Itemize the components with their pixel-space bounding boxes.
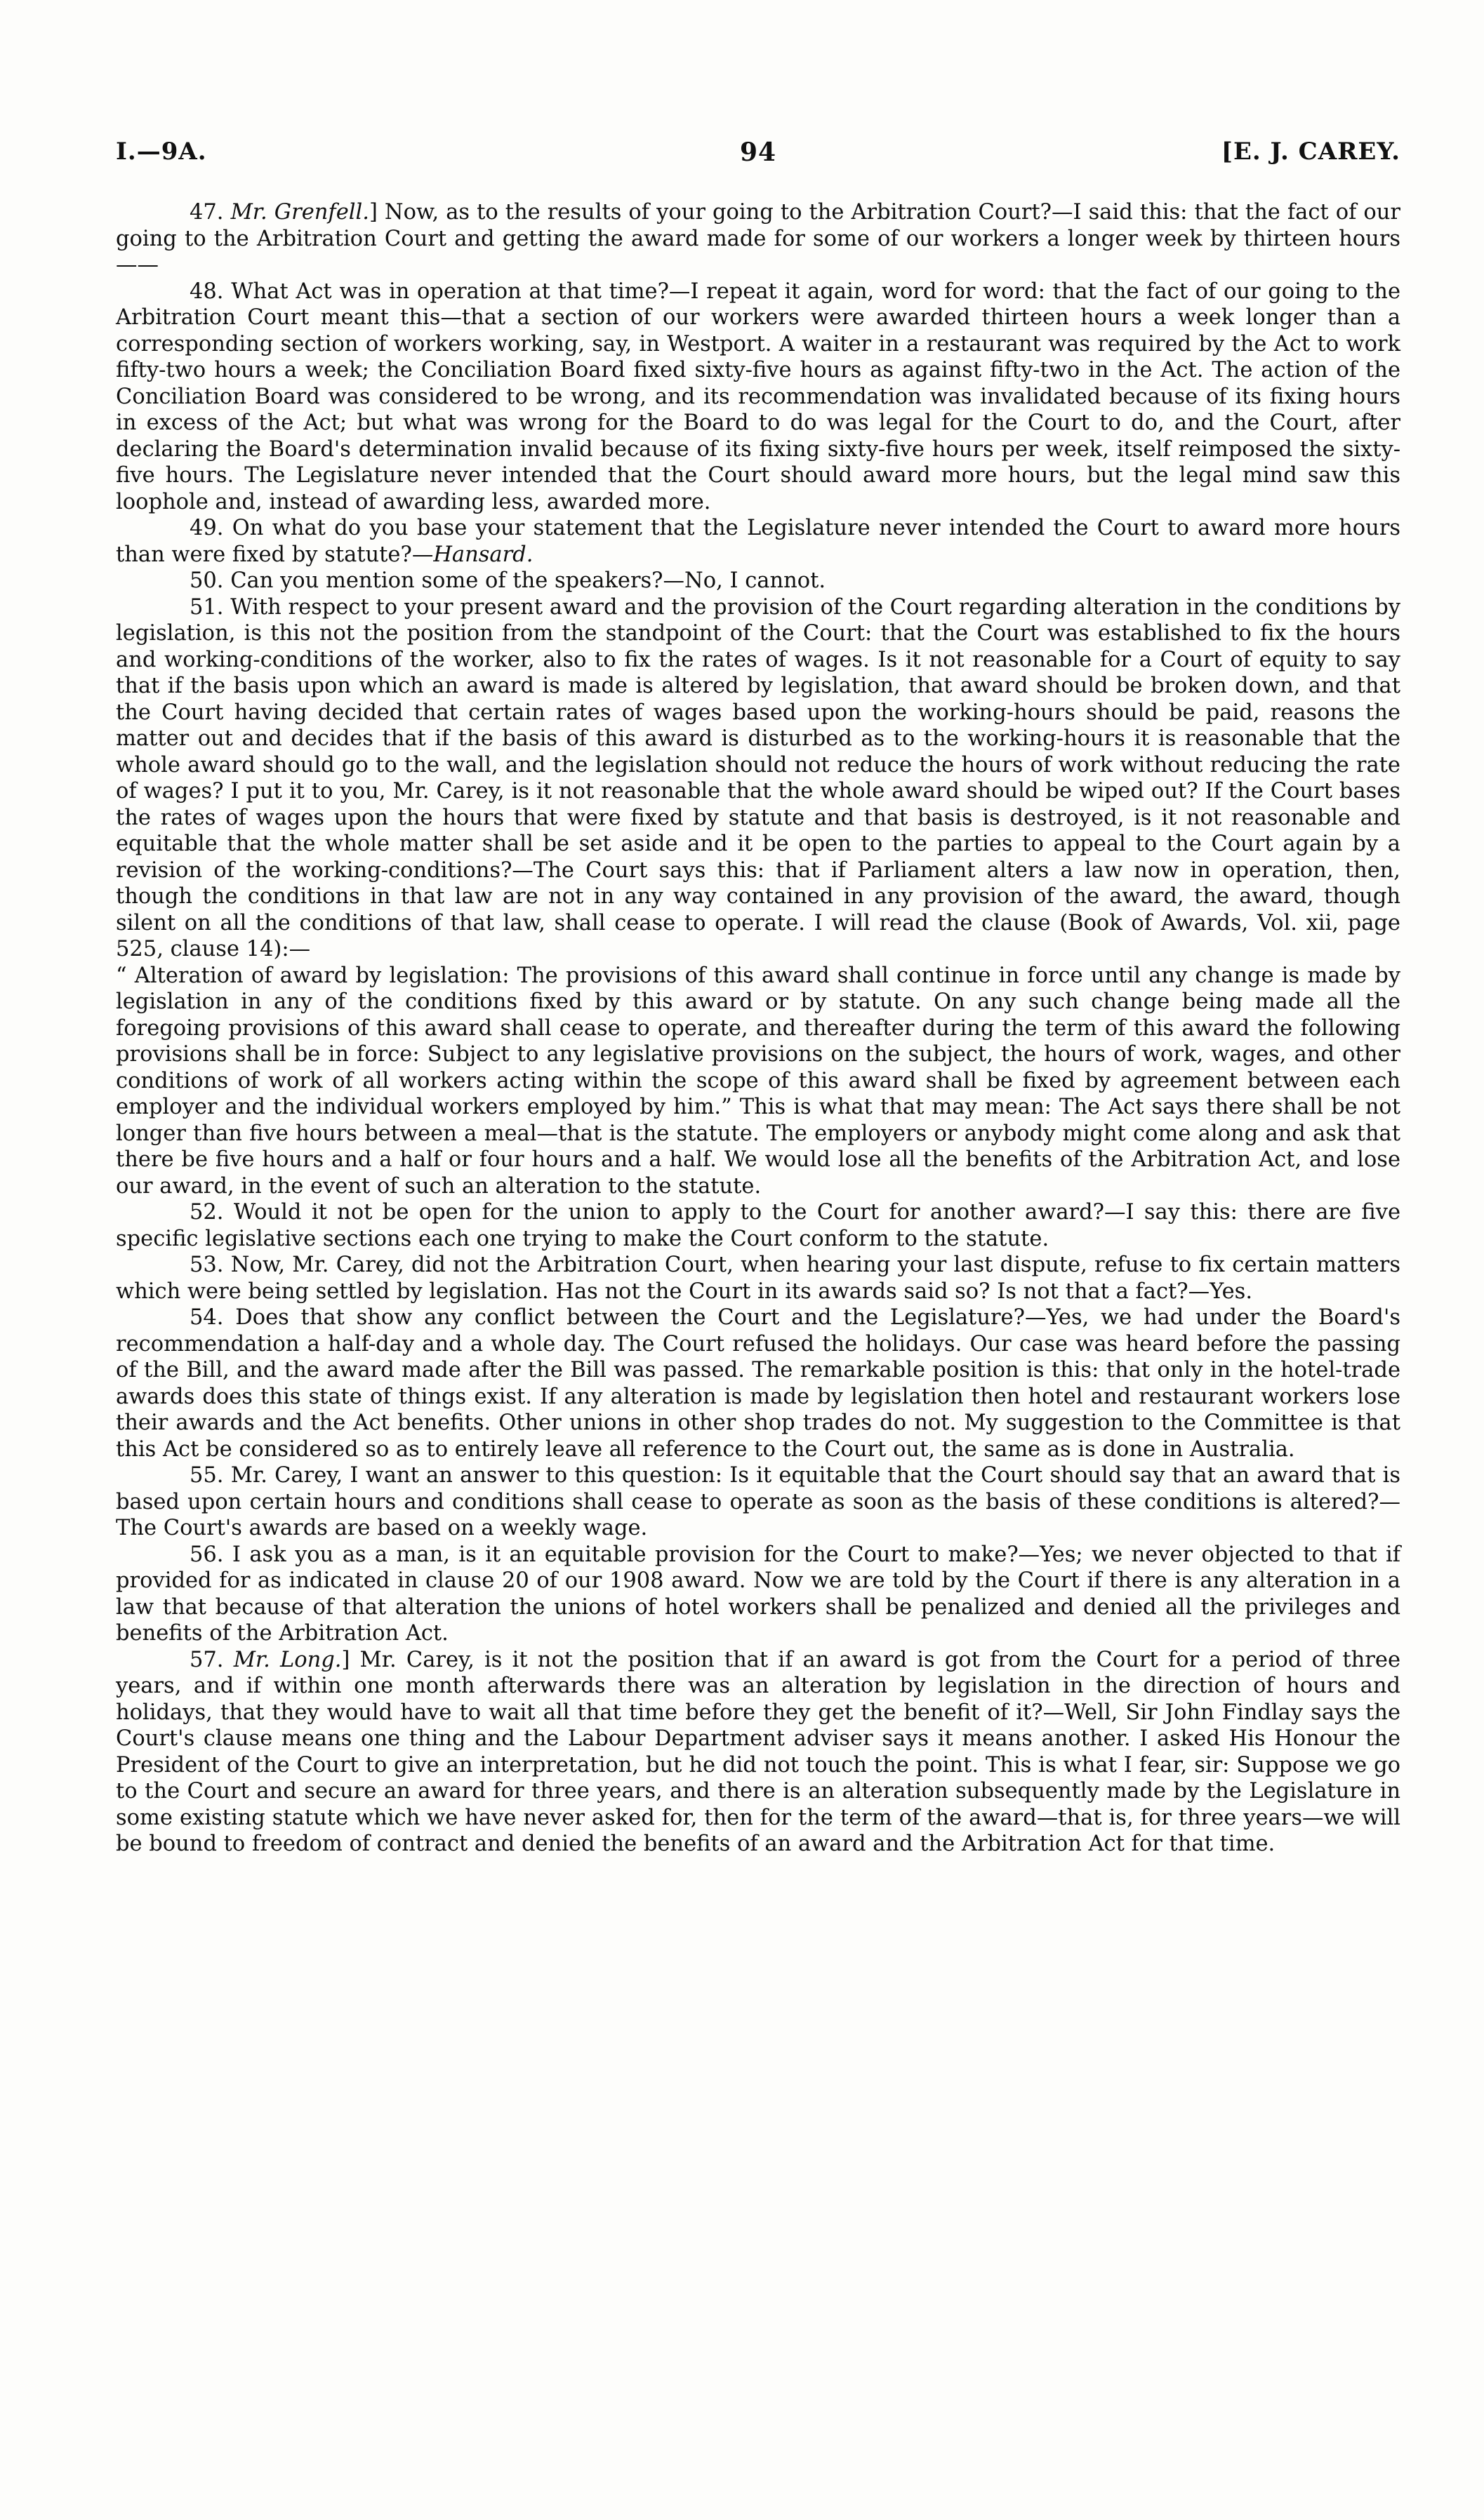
- italic-reference: Hansard.: [433, 542, 534, 567]
- paragraph-48: 48. What Act was in operation at that time?—I repeat it again, word for word: that the fact of our going to the Arbitration Court meant this—that a section of our workers were awarded thirteen hours a week longer than a corresponding section of workers working, say, in Westport. A waiter in a restaurant was required by the Act to work fifty-two hours a week; the Conciliation Board fixed sixty-five hours as against fifty-two in the Act. The action of the Conciliation Board was considered to be wrong, and its recommendation was invalidated because of its fixing hours in excess of the Act; but what was wrong for the Board to do was legal for the Court to do, and the Court, after declaring the Board's determination invalid because of its fixing sixty-five hours per week, itself reimposed the sixty-five hours. The Legislature never intended that the Court should award more hours, but the legal mind saw this loophole and, instead of awarding less, awarded more.: [116, 279, 1400, 514]
- paragraph-54: 54. Does that show any conflict between the Court and the Legislature?—Yes, we had under the Board's recommendation a half-day and a whole day. The Court refused the holidays. Our case was heard before the passing of the Bill, and the award made after the Bill was passed. The remarkable position is this: that only in the hotel-trade awards does this state of things exist. If any alteration is made by legislation then hotel and restaurant workers lose their awards and the Act benefits. Other unions in other shop trades do not. My suggestion to the Committee is that this Act be considered so as to entirely leave all reference to the Court out, the same as is done in Australia.: [116, 1305, 1400, 1462]
- speaker-name: Mr. Long.: [233, 1647, 342, 1672]
- speaker-name: Mr. Grenfell.: [230, 200, 369, 225]
- paragraph-55: 55. Mr. Carey, I want an answer to this question: Is it equitable that the Court should say that an award that is based upon certain hours and conditions shall cease to operate as soon as the basis of these conditions is altered?—The Court's awards are based on a weekly wage.: [116, 1463, 1400, 1540]
- paragraph-53: 53. Now, Mr. Carey, did not the Arbitration Court, when hearing your last dispute, refuse to fix certain matters which were being settled by legislation. Has not the Court in its awards said so? Is not that a fact?—Yes.: [116, 1253, 1400, 1304]
- witness-name: [E. J. CAREY.: [1221, 138, 1400, 166]
- quoted-clause: “ Alteration of award by legislation: The provisions of this award shall continue in force until any change is made by legislation in any of the conditions fixed by this award or by statute. On any such change being made all the foregoing provisions of this award shall cease to operate, and thereafter during the term of this award the following provisions shall be in force: Subject to any legislative provisions on the subject, the hours of work, wages, and other conditions of work of all workers acting within the scope of this award shall be fixed by agreement between each employer and the individual workers employed by him.” This is what that may mean: The Act says there shall be not longer than five hours between a meal—that is the statute. The employers or anybody might come along and ask that there be five hours and a half or four hours and a half. We would lose all the benefits of the Arbitration Act, and lose our award, in the event of such an alteration to the statute.: [116, 963, 1400, 1199]
- page-body: [116, 199, 1400, 1858]
- page-header: [116, 138, 1400, 173]
- paragraph-57: 57. Mr. Long.] Mr. Carey, is it not the position that if an award is got from the Court for a period of three years, and if within one month afterwards there was an alteration by legislation in the direction of hours and holidays, that they would have to wait all that time before they get the benefit of it?—Well, Sir John Findlay says the Court's clause means one thing and the Labour Department adviser says it means another. I asked His Honour the President of the Court to give an interpretation, but he did not touch the point. This is what I fear, sir: Suppose we go to the Court and secure an award for three years, and there is an alteration subsequently made by the Legislature in some existing statute which we have never asked for, then for the term of the award—that is, for three years—we will be bound to freedom of contract and denied the benefits of an award and the Arbitration Act for that time.: [116, 1647, 1400, 1856]
- paragraph-50: 50. Can you mention some of the speakers?—No, I cannot.: [190, 568, 826, 593]
- paragraph-56: 56. I ask you as a man, is it an equitable provision for the Court to make?—Yes; we never objected to that if provided for as indicated in clause 20 of our 1908 award. Now we are told by the Court if there is any alteration in a law that because of that alteration the unions of hotel workers shall be penalized and denied all the privileges and benefits of the Arbitration Act.: [116, 1542, 1400, 1646]
- paragraph-47: 47. Mr. Grenfell.] Now, as to the results of your going to the Arbitration Court?—I said this: that the fact of our going to the Arbitration Court and getting the award made for some of our workers a longer week by thirteen hours——: [116, 200, 1400, 277]
- paper-reference: I.—9A.: [116, 138, 207, 166]
- paragraph-49: 49. On what do you base your statement that the Legislature never intended the Court to award more hours than were fixed by statute?—Hansard.: [116, 516, 1400, 567]
- paragraph-51: 51. With respect to your present award and the provision of the Court regarding alteration in the conditions by legislation, is this not the position from the standpoint of the Court: that the Court was established to fix the hours and working-conditions of the worker, also to fix the rates of wages. Is it not reasonable for a Court of equity to say that if the basis upon which an award is made is altered by legislation, that award should be broken down, and that the Court having decided that certain rates of wages based upon the working-hours should be paid, reasons the matter out and decides that if the basis of this award is disturbed as to the working-hours it is reasonable that the whole award should go to the wall, and the legislation should not reduce the hours of work without reducing the rate of wages? I put it to you, Mr. Carey, is it not reasonable that the whole award should be wiped out? If the Court bases the rates of wages upon the hours that were fixed by statute and that basis is destroyed, is it not reasonable and equitable that the whole matter shall be set aside and it be open to the parties to appeal to the Court again by a revision of the working-conditions?—The Court says this: that if Parliament alters a law now in operation, then, though the conditions in that law are not in any way contained in any provision of the award, the award, though silent on all the conditions of that law, shall cease to operate. I will read the clause (Book of Awards, Vol. xii, page 525, clause 14):—: [116, 594, 1400, 961]
- paragraph-52: 52. Would it not be open for the union to apply to the Court for another award?—I say this: there are five specific legislative sections each one trying to make the Court conform to the statute.: [116, 1200, 1400, 1251]
- page-number: 94: [739, 138, 777, 167]
